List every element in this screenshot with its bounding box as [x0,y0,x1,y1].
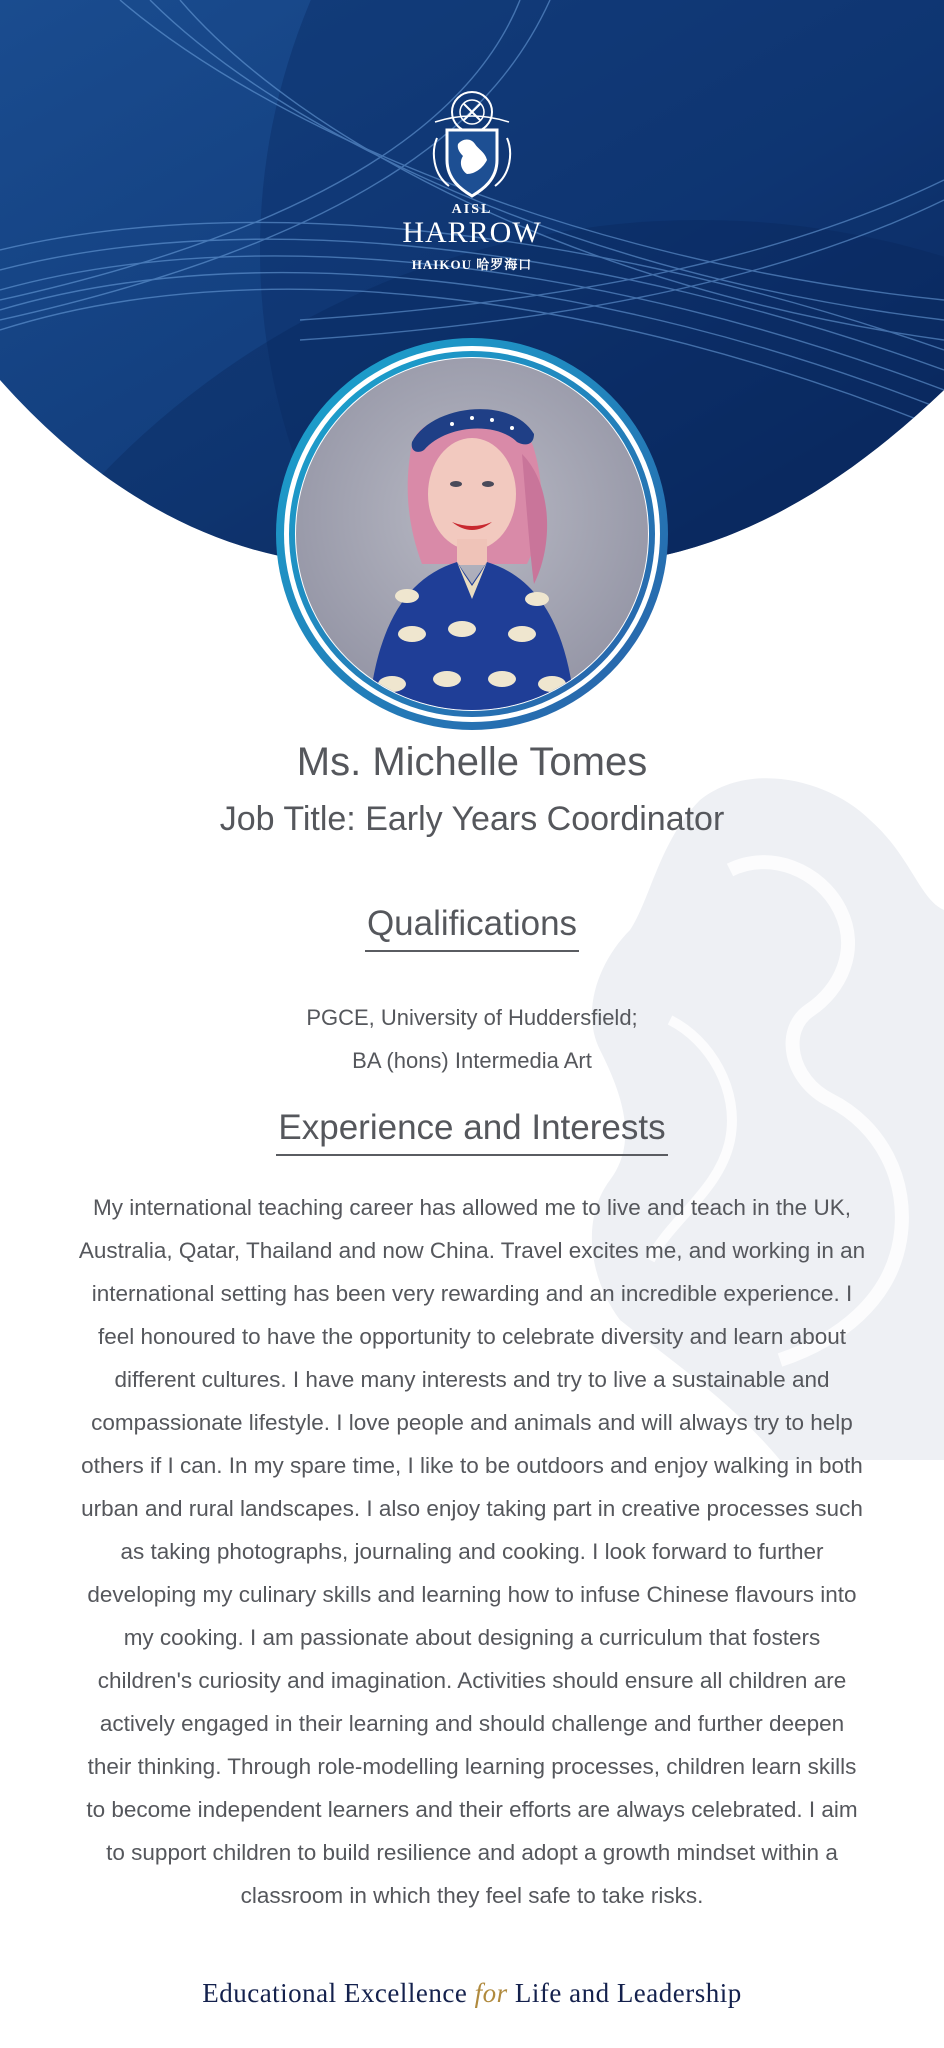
qualification-item: PGCE, University of Huddersfield; [306,1005,638,1030]
qualifications-heading-text: Qualifications [365,904,579,952]
experience-heading-text: Experience and Interests [276,1108,667,1156]
job-title: Job Title: Early Years Coordinator [219,800,725,838]
school-tagline [0,1978,944,2009]
qualification-item: BA (hons) Intermedia Art [352,1048,592,1073]
qualifications-heading [0,904,944,952]
tagline-part-3: Life and Leadership [514,1978,742,2008]
experience-body: My international teaching career has allowed me to live and teach in the UK, Australia, Qatar, Thailand and now China. Travel excites me, and working in an international setting has been very rewarding and an incredible experience. I feel honoured to have the opportunity to celebrate diversity and learn about different cultures. I have many interests and try to live a sustainable and compassionate lifestyle. I love people and animals and will always try to help others if I can. In my spare time, I like to be outdoors and enjoy walking in both urban and rural landscapes. I also enjoy taking part in creative processes such as taking photographs, journaling and cooking. I look forward to further developing my culinary skills and learning how to infuse Chinese flavours into my cooking. I am passionate about designing a curriculum that fosters children's curiosity and imagination. Activities should ensure all children are actively engaged in their learning and should challenge and further deepen their thinking. Through role-modelling learning processes, children learn skills to become independent learners and their efforts are always celebrated. I aim to support children to build resilience and adopt a growth mindset within a classroom in which they feel safe to take risks. [78,1195,866,1908]
qualifications-list [0,996,944,1082]
tagline-part-1: Educational Excellence [202,1978,468,2008]
school-crest-icon [427,82,517,200]
tagline-part-2: for [474,1978,508,2008]
experience-heading [0,1108,944,1156]
logo-aisl-text: AISL [451,202,493,217]
logo-haikou-text: HAIKOU 哈罗海口 [411,257,533,272]
staff-name: Ms. Michelle Tomes [296,740,648,784]
logo-harrow-text: HARROW [402,216,542,249]
profile-photo [272,334,672,734]
harrow-logo [392,82,552,282]
